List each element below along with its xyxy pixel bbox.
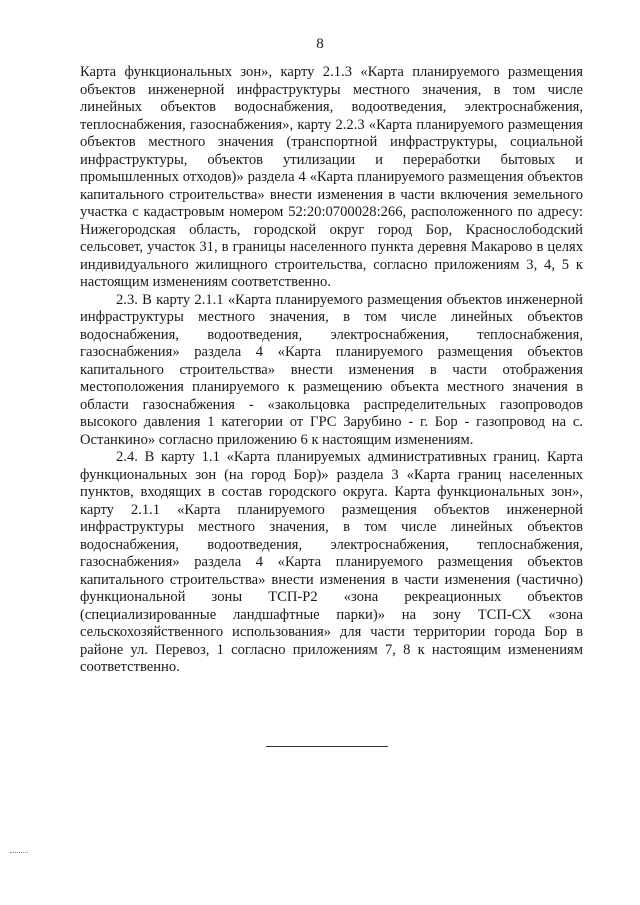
page-number: 8 — [316, 36, 324, 52]
paragraph-continued-maps: Карта функциональных зон», карту 2.1.3 «Карта планируемого размещения объектов инженерной инфраструктуры местного значения, в том числе линейных объектов водоснабжения, водоотведения, электроснабжения, теплоснабжения, газоснабжения», карту 2.2.3 «Карта планируемого размещения объектов местного значения (транспортной инфраструктуры, социальной инфраструктуры, объектов утилизации и переработки бытовых и промышленных отходов)» раздела 4 «Карта планируемого размещения объектов капитального строительства» внести изменения в части включения земельного участка с кадастровым номером 52:20:0700028:266, расположенного по адресу: Нижегородская область, городской округ город Бор, Краснослободский сельсовет, участок 31, в границы населенного пункта деревня Макарово в целях индивидуального жилищного строительства, согласно приложениям 3, 4, 5 к настоящим изменениям соответственно. — [80, 64, 583, 290]
scan-artifact-mark — [10, 852, 28, 853]
paragraph-2-4: 2.4. В карту 1.1 «Карта планируемых административных границ. Карта функциональных зон (на город Бор)» раздела 3 «Карта границ населенных пунктов, входящих в состав городского округа. Карта функциональных зон», карту 2.1.1 «Карта планируемого размещения объектов инженерной инфраструктуры местного значения, в том числе линейных объектов водоснабжения, водоотведения, электроснабжения, теплоснабжения, газоснабжения» раздела 4 «Карта планируемого размещения объектов капитального строительства» внести изменения в части изменения (частично) функциональной зоны ТСП-Р2 «зона рекреационных объектов (специализированные ландшафтные парки)» на зону ТСП-СХ «зона сельскохозяйственного использования» для части территории города Бор в районе ул. Перевоз, 1 согласно приложениям 7, 8 к настоящим изменениям соответственно. — [80, 449, 583, 675]
paragraph-2-3: 2.3. В карту 2.1.1 «Карта планируемого размещения объектов инженерной инфраструктуры местного значения, в том числе линейных объектов водоснабжения, водоотведения, электроснабжения, теплоснабжения, газоснабжения» раздела 4 «Карта планируемого размещения объектов капитального строительства» внести изменения в части отображения местоположения планируемого к размещению объекта местного значения в области газоснабжения - «закольцовка распределительных газопроводов высокого давления 1 категории от ГРС Зарубино - г. Бор - газопровод на с. Останкино» согласно приложению 6 к настоящим изменениям. — [80, 291, 583, 448]
document-body — [80, 64, 583, 677]
closing-rule — [266, 746, 388, 747]
